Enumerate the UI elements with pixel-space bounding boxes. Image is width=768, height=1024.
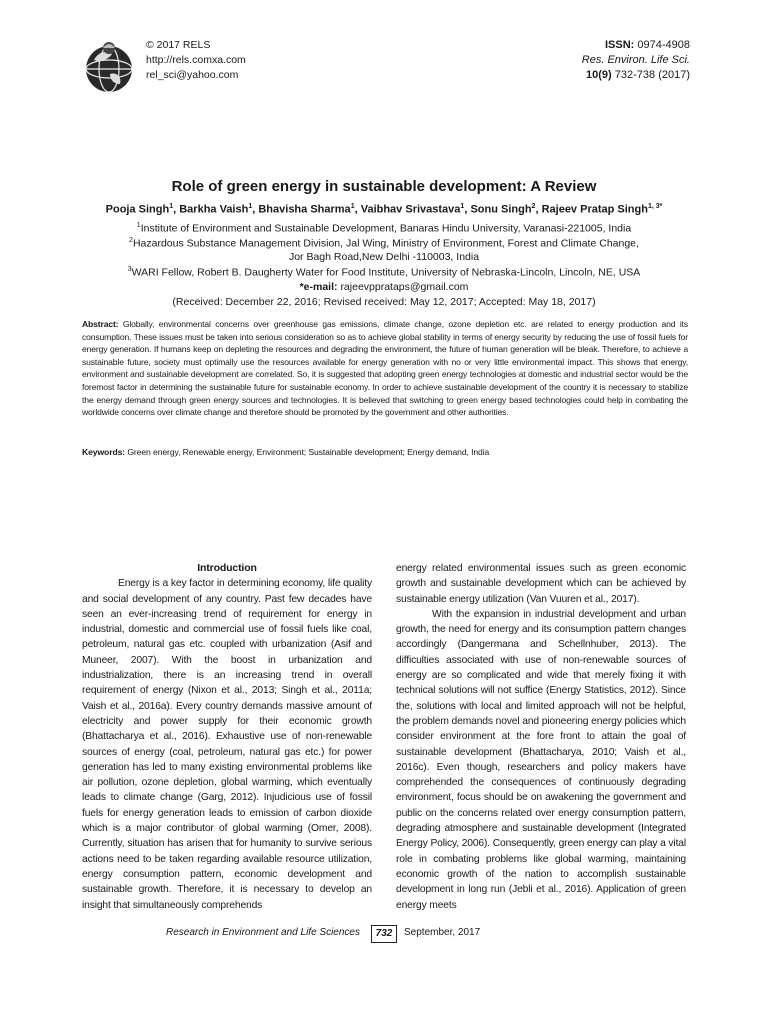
abstract-text: Globally, environmental concerns over greenhouse gas emissions, climate change, ozone depletion etc. are related to energy production and its consumption. These issues must be taken into serious consideration so as to achieve global stability in terms of energy security by reducing the use of fossil fuels for energy generation. If humans keep on depleting the resources and degrading the environment, the future of human generation will be bleak. Therefore, to achieve a sustainable future, society must optimally use the resources available for energy generation with no or very little environmental impact. This shows that energy, environment and sustainable development are correlated. So, it is suggested that adopting green energy technologies at domestic and industrial sector would be the foremost factor in determining the sustainable future for sustainable economy. In order to achieve sustainable development of the country it is necessary to stabilize the energy demand through green energy sources and technologies. It is believed that switching to green energy based technologies could help in combating the worldwide concerns over climate change and therefore should be promoted by the government and other authorities. [82,319,688,418]
article-dates: (Received: December 22, 2016; Revised received: May 12, 2017; Accepted: May 18, 2017) [172,296,596,308]
corresponding-email-line [0,281,768,293]
issn-value: 0974-4908 [637,39,690,51]
author-name: Bhavisha Sharma [258,203,351,216]
affiliation-3-text: WARI Fellow, Robert B. Daugherty Water for Food Institute, University of Nebraska-Lincoln, Lincoln, NE, USA [131,266,641,279]
affiliation-2-cont: Jor Bagh Road,New Delhi -110003, India [288,251,480,263]
author-affiliation-sup: 1 [248,203,253,210]
article-title: Role of green energy in sustainable development: A Review [171,178,597,195]
left-column [82,561,372,913]
affiliation-2-sup: 2 [129,237,133,244]
journal-logo-globe-icon [80,38,138,96]
volume-issue: 10(9) [586,69,612,81]
author-affiliation-sup: 1 [169,203,174,210]
abstract-label: Abstract: [82,319,119,329]
author-affiliation-sup: 1 [350,203,355,210]
author-name: Barkha Vaish [179,203,249,216]
author-affiliation-sup: 1, 3* [647,203,663,210]
page-number: 732 [371,925,397,943]
issn-line [582,38,690,53]
keywords-text: Green energy, Renewable energy, Environment; Sustainable development; Energy demand, India [127,447,490,457]
paragraph: Energy is a key factor in determining economy, life quality and social development of any country. Past few decades have seen an ever-increasing trend of requirement for energy in industrial, domestic and commercial use of fossil fuels like coal, petroleum, natural gas etc. coupled with urbanization (Asif and Muneer, 2007). With the boost in urbanization and industrialization, there is an increasing trend in overall requirement of energy (Nixon et al., 2013; Singh et al., 2011a; Vaish et al., 2016a). Every country demands massive amount of electricity and power supply for their economic growth (Bhattacharya et al., 2016). Exhaustive use of non-renewable sources of energy (coal, petroleum, natural gas etc.) for power generation has led to many existing environmental problems like air pollution, ozone depletion, global warming, which eventually leads to climate change (Garg, 2012). Injudicious use of fossil fuels for energy generation leads to emission of carbon dioxide which is a major contributor of global warming (Omer, 2008). Currently, situation has arisen that for humanity to survive serious actions need to be taken regarding available resource utilization, energy consumption pattern, economic development and sustainable growth. Therefore, it is necessary to develop an insight that simultaneously comprehends [82,578,372,911]
copyright-line: © 2017 RELS [146,39,211,51]
author-name: Pooja Singh [105,203,170,216]
author-affiliation-sup: 2 [531,203,536,210]
corresponding-email[interactable]: rajeevpprataps@gmail.com [340,281,469,293]
page-header [80,36,690,96]
paragraph: With the expansion in industrial development and urban growth, the need for energy and its consumption pattern changes accordingly (Dangermana and Schellnhuber, 2013). The difficulties associated with use of non-renewable sources of energy are so complicated and wide that merely fixing it with technical solutions will not suffice (Energy Statistics, 2012). Since the, solutions with local and limited approach will not be helpful, the problem demands novel and pioneering energy policies which consider environment at the fore front to attain the goal of sustainable development (Bhattacharya, 2010; Vaish et al., 2016c). Even though, researchers and policy makers have comprehended the consequences of continuously degrading environment, focus should be on awakening the government and public on the concerns related over energy consumption pattern, degrading atmosphere and sustainable development (Integrated Energy Policy, 2006). Consequently, green energy can play a vital role in combating problems like global warming, maintaining economic growth of the nation to accomplish sustainable development in long run (Jebli et al., 2016). Application of green energy meets [396,608,686,911]
publisher-info [146,38,246,83]
journal-abbrev-text: Res. Environ. Life Sci. [581,54,690,66]
volume-pages [582,68,690,83]
author-name: Vaibhav Srivastava [360,203,461,216]
affiliation-2 [0,237,768,250]
affiliation-1 [0,222,768,235]
affiliation-3 [0,266,768,279]
keywords-label: Keywords: [82,447,126,457]
abstract [82,318,688,419]
publisher-email[interactable]: rel_sci@yahoo.com [146,69,239,81]
author-name: Rajeev Pratap Singh [541,203,648,216]
journal-info [582,38,690,83]
author-affiliation-sup: 1 [460,203,465,210]
affiliation-2-text: Hazardous Substance Management Division, Jal Wing, Ministry of Environment, Forest and Climate Change, [132,237,639,250]
paragraph: energy related environmental issues such as green economic growth and sustainable development which can be achieved by sustainable energy utilization (Van Vuuren et al., 2017). [396,563,686,605]
journal-abbrev [582,53,690,68]
issn-label: ISSN: [604,39,635,51]
section-heading-introduction: Introduction [197,562,257,574]
affiliation-3-sup: 3 [127,266,132,273]
publisher-website[interactable]: http://rels.comxa.com [146,54,246,66]
pages-year: 732-738 (2017) [614,69,690,81]
affiliation-1-text: Institute of Environment and Sustainable Development, Banaras Hindu University, Varanasi-221005, India [140,222,632,235]
affiliation-1-sup: 1 [136,222,141,229]
footer-date: September, 2017 [404,927,481,938]
footer-journal-name: Research in Environment and Life Sciences [166,927,360,938]
author-list: Pooja Singh$^1$, Barkha Vaish$^1$, Bhavisha Sharma$^1$, Vaibhav Srivastava$^1$, Sonu Singh$^2$, Rajeev Pratap Singh$^{1, 3*}$ [105,203,663,216]
right-column [396,561,686,913]
keywords [82,447,688,457]
email-label: *e-mail: [299,281,338,293]
author-name: Sonu Singh [470,203,532,216]
